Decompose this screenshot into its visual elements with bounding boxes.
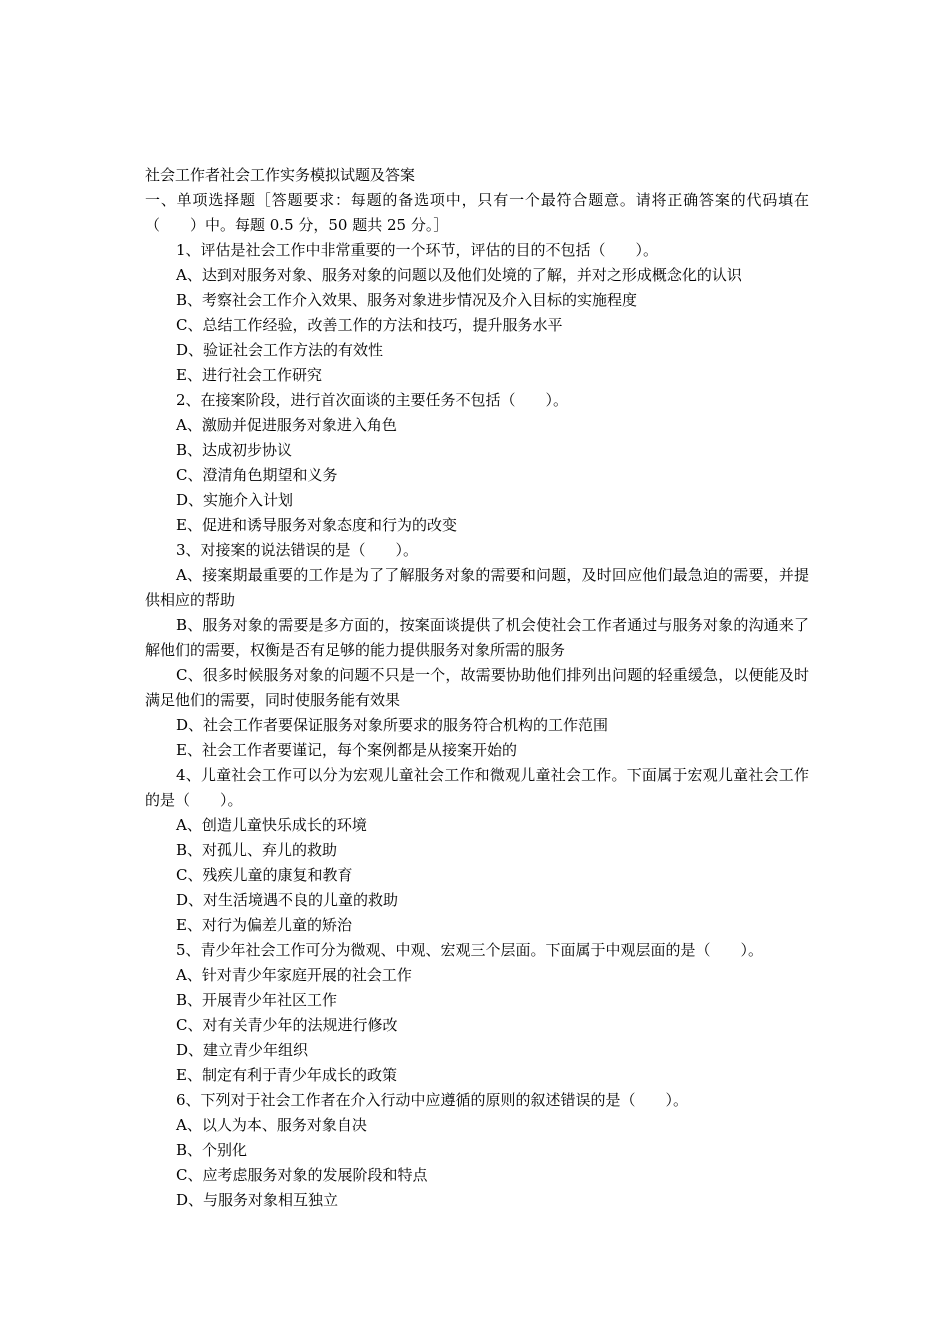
question-block [145, 388, 809, 538]
option-d: D、社会工作者要保证服务对象所要求的服务符合机构的工作范围 [176, 716, 609, 734]
question-block [145, 938, 809, 1088]
option-a: A、针对青少年家庭开展的社会工作 [176, 966, 412, 984]
question-stem: 6、下列对于社会工作者在介入行动中应遵循的原则的叙述错误的是（ ）。 [176, 1091, 689, 1109]
option-d: D、建立青少年组织 [176, 1041, 309, 1059]
question-stem: 1、评估是社会工作中非常重要的一个环节，评估的目的不包括（ ）。 [176, 241, 659, 259]
option-b: B、考察社会工作介入效果、服务对象进步情况及介入目标的实施程度 [176, 291, 638, 309]
question-stem: 5、青少年社会工作可分为微观、中观、宏观三个层面。下面属于中观层面的是（ ）。 [176, 941, 764, 959]
question-block [145, 238, 809, 388]
option-a: A、接案期最重要的工作是为了了解服务对象的需要和问题，及时回应他们最急迫的需要，并提供相应的帮助 [145, 566, 809, 609]
question-block [145, 538, 809, 763]
document-title: 社会工作者社会工作实务模拟试题及答案 [145, 166, 416, 184]
document-page [145, 163, 809, 1213]
option-b: B、个别化 [176, 1141, 248, 1159]
option-b: B、开展青少年社区工作 [176, 991, 338, 1009]
option-e: E、促进和诱导服务对象态度和行为的改变 [176, 516, 457, 534]
option-c: C、很多时候服务对象的问题不只是一个，故需要协助他们排列出问题的轻重缓急，以便能及时满足他们的需要，同时使服务能有效果 [145, 666, 809, 709]
option-b: B、达成初步协议 [176, 441, 293, 459]
option-c: C、澄清角色期望和义务 [176, 466, 338, 484]
option-c: C、残疾儿童的康复和教育 [176, 866, 353, 884]
question-stem: 2、在接案阶段，进行首次面谈的主要任务不包括（ ）。 [176, 391, 569, 409]
option-b: B、服务对象的需要是多方面的，按案面谈提供了机会使社会工作者通过与服务对象的沟通来了解他们的需要，权衡是否有足够的能力提供服务对象所需的服务 [145, 616, 809, 659]
option-e: E、社会工作者要谨记，每个案例都是从接案开始的 [176, 741, 517, 759]
option-a: A、创造儿童快乐成长的环境 [176, 816, 367, 834]
question-block [145, 763, 809, 938]
option-e: E、对行为偏差儿童的矫治 [176, 916, 352, 934]
question-stem: 4、儿童社会工作可以分为宏观儿童社会工作和微观儿童社会工作。下面属于宏观儿童社会工作的是（ ）。 [145, 766, 809, 809]
section-intro: 一、单项选择题［答题要求：每题的备选项中，只有一个最符合题意。请将正确答案的代码填在（ ）中。每题 0.5 分，50 题共 25 分。］ [145, 191, 809, 234]
question-stem: 3、对接案的说法错误的是（ ）。 [176, 541, 419, 559]
option-d: D、实施介入计划 [176, 491, 294, 509]
option-a: A、激励并促进服务对象进入角色 [176, 416, 397, 434]
option-c: C、对有关青少年的法规进行修改 [176, 1016, 398, 1034]
question-block [145, 1088, 809, 1213]
option-c: C、应考虑服务对象的发展阶段和特点 [176, 1166, 428, 1184]
option-c: C、总结工作经验，改善工作的方法和技巧，提升服务水平 [176, 316, 563, 334]
option-d: D、与服务对象相互独立 [176, 1191, 339, 1209]
option-b: B、对孤儿、弃儿的救助 [176, 841, 338, 859]
option-a: A、以人为本、服务对象自决 [176, 1116, 367, 1134]
option-a: A、达到对服务对象、服务对象的问题以及他们处境的了解，并对之形成概念化的认识 [176, 266, 742, 284]
option-e: E、制定有利于青少年成长的政策 [176, 1066, 397, 1084]
option-d: D、验证社会工作方法的有效性 [176, 341, 384, 359]
option-e: E、进行社会工作研究 [176, 366, 322, 384]
option-d: D、对生活境遇不良的儿童的救助 [176, 891, 399, 909]
